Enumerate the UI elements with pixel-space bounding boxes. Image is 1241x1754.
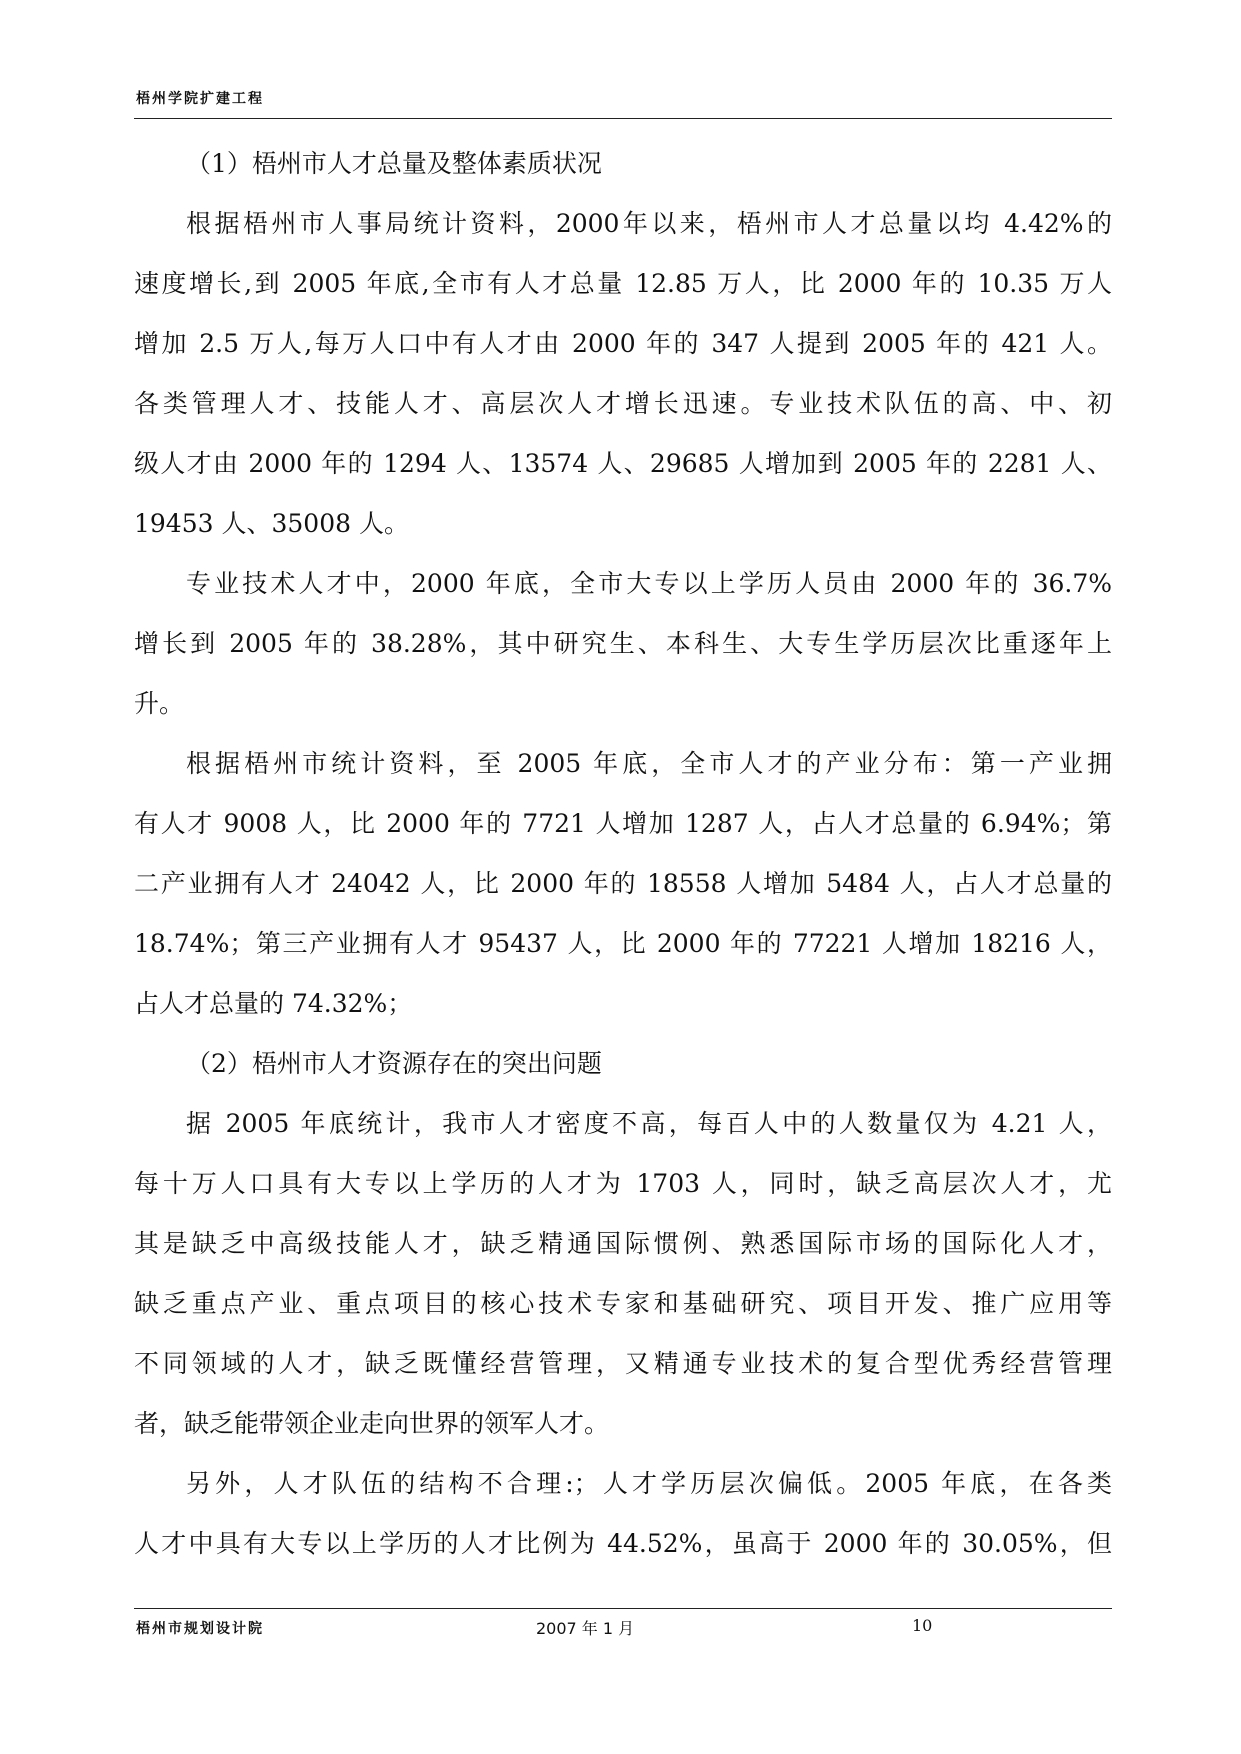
paragraph-line: 人才中具有大专以上学历的人才比例为 44.52%，虽高于 2000 年的 30.05%，但 [134,1529,1112,1558]
paragraph-line: 其是缺乏中高级技能人才，缺乏精通国际惯例、熟悉国际市场的国际化人才， [134,1229,1112,1258]
paragraph-line: 另外，人才队伍的结构不合理:；人才学历层次偏低。2005 年底，在各类 [186,1469,1112,1498]
paragraph-line: 缺乏重点产业、重点项目的核心技术专家和基础研究、项目开发、推广应用等 [134,1289,1112,1318]
paragraph-line: 占人才总量的 74.32%； [134,989,413,1018]
paragraph-line: 每十万人口具有大专以上学历的人才为 1703 人，同时，缺乏高层次人才，尤 [134,1169,1112,1198]
page-footer [134,1608,1112,1649]
paragraph-line: 有人才 9008 人，比 2000 年的 7721 人增加 1287 人，占人才总量的 6.94%；第 [134,809,1112,838]
paragraph-line: 18.74%；第三产业拥有人才 95437 人，比 2000 年的 77221 人增加 18216 人， [134,929,1112,958]
paragraph-line: 根据梧州市人事局统计资料，2000年以来，梧州市人才总量以均 4.42%的 [186,209,1112,238]
section-heading-2: （2）梧州市人才资源存在的突出问题 [186,1049,602,1078]
page-header [134,82,1112,119]
header-title: 梧州学院扩建工程 [136,91,264,107]
footer-date: 2007 年 1 月 [536,1619,635,1638]
section-heading-1: （1）梧州市人才总量及整体素质状况 [186,149,602,178]
paragraph-line: 不同领域的人才，缺乏既懂经营管理，又精通专业技术的复合型优秀经营管理 [134,1349,1112,1378]
paragraph-line: 据 2005 年底统计，我市人才密度不高，每百人中的人数量仅为 4.21 人， [186,1109,1112,1138]
paragraph-line: 二产业拥有人才 24042 人，比 2000 年的 18558 人增加 5484 人，占人才总量的 [134,869,1112,898]
paragraph-line: 根据梧州市统计资料，至 2005 年底，全市人才的产业分布：第一产业拥 [186,749,1112,778]
paragraph-line: 者，缺乏能带领企业走向世界的领军人才。 [134,1409,610,1438]
body-text [134,134,1112,1574]
footer-organization: 梧州市规划设计院 [136,1621,264,1637]
paragraph-line: 19453 人、35008 人。 [134,509,409,538]
paragraph-line: 级人才由 2000 年的 1294 人、13574 人、29685 人增加到 2005 年的 2281 人、 [134,449,1112,478]
paragraph-line: 增加 2.5 万人,每万人口中有人才由 2000 年的 347 人提到 2005 年的 421 人。 [134,329,1112,358]
page-number: 10 [912,1616,933,1635]
paragraph-line: 各类管理人才、技能人才、高层次人才增长迅速。专业技术队伍的高、中、初 [134,389,1112,418]
paragraph-line: 增长到 2005 年的 38.28%，其中研究生、本科生、大专生学历层次比重逐年上 [134,629,1112,658]
paragraph-line: 专业技术人才中，2000 年底，全市大专以上学历人员由 2000 年的 36.7% [186,569,1112,598]
paragraph-line: 速度增长,到 2005 年底,全市有人才总量 12.85 万人，比 2000 年的 10.35 万人 [134,269,1112,298]
paragraph-line: 升。 [134,689,185,718]
